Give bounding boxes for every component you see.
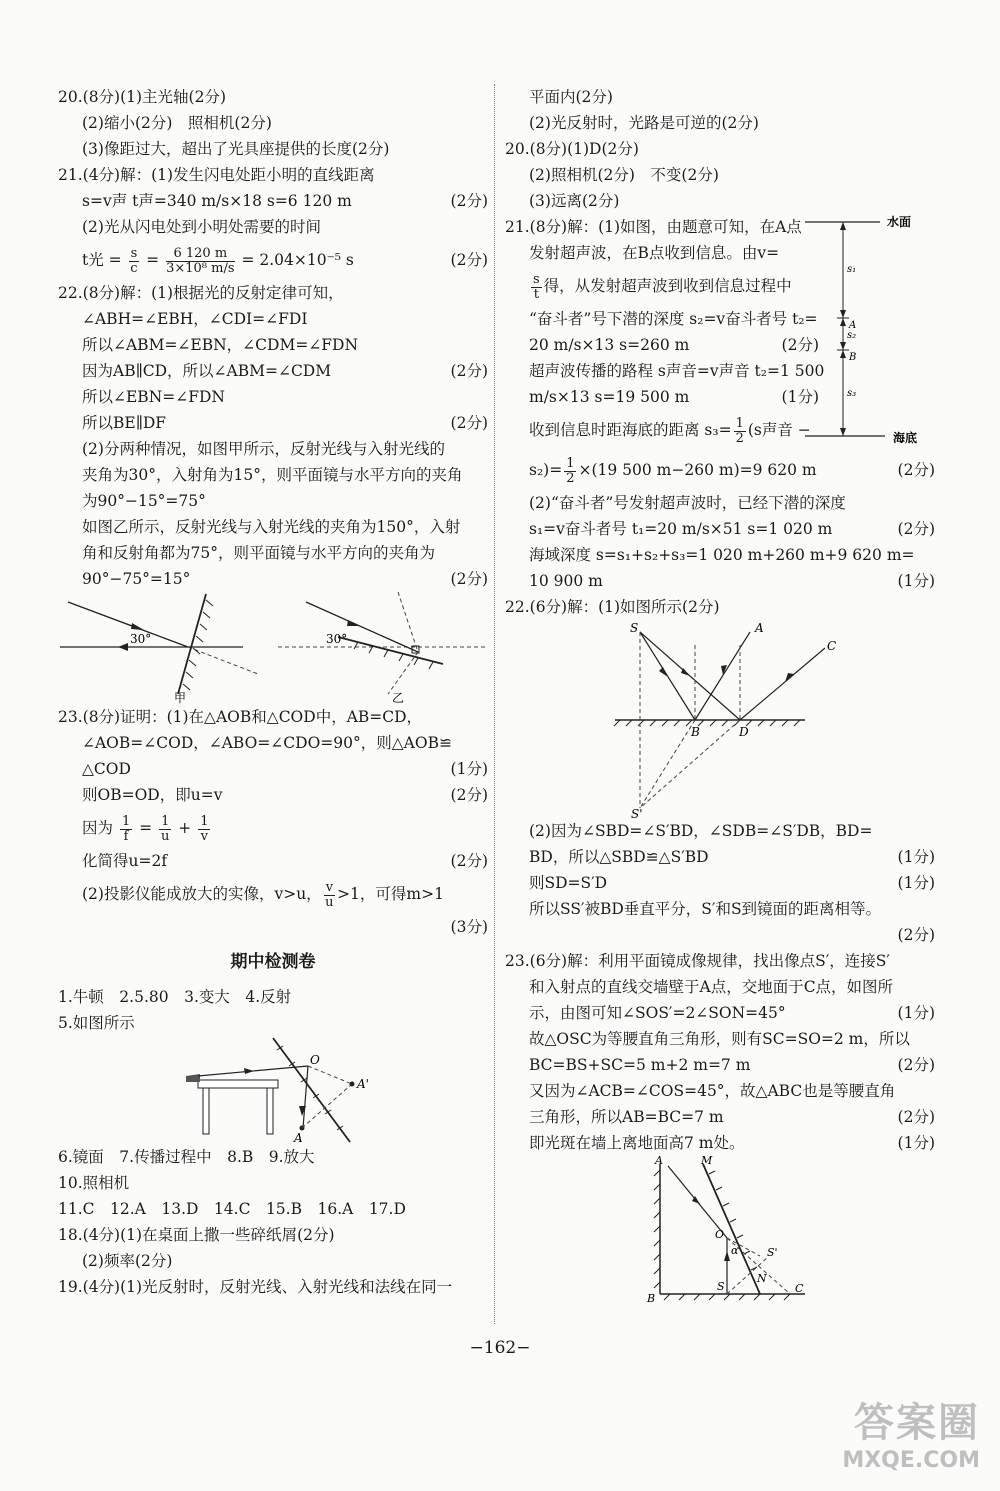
r22-l2: (2)因为∠SBD=∠S′BD，∠SDB=∠S′DB，BD= xyxy=(529,822,873,840)
label-s3: s₃ xyxy=(847,388,857,399)
q22-l11: 角和反射角都为75°，则平面镜与水平方向的夹角为 xyxy=(82,544,435,562)
label-B: B xyxy=(849,352,857,363)
r21-l10: (2)“奋斗者”号发射超声波时，已经下潜的深度 xyxy=(529,494,846,512)
q20-l1: 20.(8分)(1)主光轴(2分) xyxy=(58,88,227,106)
r23-l8: 即光斑在墙上离地面高7 m处。 (1分) xyxy=(505,1130,935,1156)
frac-1-f: $\frac{1}{f}$ xyxy=(121,813,131,844)
score: (1分) xyxy=(897,1134,935,1152)
q22-l5: 所以∠EBN=∠FDN xyxy=(82,388,225,406)
score: (1分) xyxy=(781,388,819,406)
angle-label-yi: 30° xyxy=(326,632,348,646)
figure-q5-table-mirror xyxy=(58,1036,488,1144)
q21-l1: 21.(4分)解：(1)发生闪电处距小明的直线距离 xyxy=(58,166,375,184)
q23-l7: (2)投影仪能成放大的实像，v>u， $\frac{v}{u}$ >1，可得m>1 xyxy=(82,879,444,910)
score: (2分) xyxy=(450,192,488,210)
q22-l10: 如图乙所示，反射光线与入射光线的夹角为150°，入射 xyxy=(82,518,461,536)
score: (2分) xyxy=(897,520,935,538)
label-S: S xyxy=(717,1280,725,1293)
q22-l1: 22.(8分)解：(1)根据光的反射定律可知， xyxy=(58,284,344,302)
r23-l6: 又因为∠ACB=∠COS=45°，故△ABC也是等腰直角 xyxy=(529,1082,896,1100)
watermark-url: MXQE.COM xyxy=(842,1448,980,1473)
label-yi: 乙 xyxy=(392,691,405,704)
q21-formula: s=v声 t声=340 m/s×18 s=6 120 m xyxy=(82,192,352,210)
mid-q5: 5.如图所示 xyxy=(58,1014,135,1032)
label-S-prime: S' xyxy=(767,1246,778,1259)
score: (1分) xyxy=(897,1004,935,1022)
figure-q22-reflection xyxy=(58,592,488,704)
figure-q22-mirror-image xyxy=(505,620,935,818)
r21-block xyxy=(505,214,935,490)
r23-l3: 示，由图可知∠SOS′=2∠SON=45° (1分) xyxy=(505,1000,935,1026)
score: (2分) xyxy=(450,414,488,432)
q23-l2: ∠AOB=∠COD，∠ABO=∠CDO=90°，则△AOB≌ xyxy=(82,734,452,752)
q22-l7: (2)分两种情况，如图甲所示，反射光线与入射光线的 xyxy=(82,440,445,458)
r21-l3: $\frac{s}{t}$ 得，从发射超声波到收到信息过程中 xyxy=(533,271,792,302)
mid-q6-9: 6.镜面 7.传播过程中 8.B 9.放大 xyxy=(58,1148,315,1166)
r21-l12: 海域深度 s=s₁+s₂+s₃=1 020 m+260 m+9 620 m= xyxy=(529,546,915,564)
label-A: A xyxy=(849,320,857,331)
r23-l1: 23.(6分)解：利用平面镜成像规律，找出像点S′，连接S′ xyxy=(505,952,890,970)
label-A: A xyxy=(655,1156,663,1167)
r21-l9: s₂)= $\frac{1}{2}$ ×(19 500 m−260 m)=9 620 m (2分) xyxy=(505,450,935,490)
score: (3分) xyxy=(450,918,488,936)
r22-l4: 则SD=S′D (1分) xyxy=(505,870,935,896)
score: (2分) xyxy=(781,336,819,354)
t-light-label: t光 = xyxy=(82,251,127,269)
frac-s-c: $\frac{s}{c}$ xyxy=(130,245,138,276)
label-jia: 甲 xyxy=(174,691,187,704)
q23-l5: 因为 $\frac{1}{f}$ = $\frac{1}{u}$ + $\frac{1}{v}$ xyxy=(82,813,209,844)
q23-l4: 则OB=OD，即u=v (2分) xyxy=(58,782,488,808)
score: (2分) xyxy=(897,926,935,944)
r21-l4: “奋斗者”号下潜的深度 s₂=v奋斗者号 t₂= xyxy=(529,310,818,328)
frac-v-u: $\frac{v}{u}$ xyxy=(325,879,334,910)
r22-l5: 所以SS′被BD垂直平分，S′和S到镜面的距离相等。 xyxy=(529,900,882,918)
label-N: N xyxy=(757,1272,767,1285)
figure-q23-wall-mirror xyxy=(505,1156,935,1306)
mid-q1-4: 1.牛顿 2.5.80 3.变大 4.反射 xyxy=(58,988,292,1006)
label-D: D xyxy=(739,725,749,739)
r21-l7: m/s×13 s=19 500 m (1分) xyxy=(505,384,819,410)
r22-l1: 22.(6分)解：(1)如图所示(2分) xyxy=(505,598,720,616)
q22-l9: 为90°−15°=75° xyxy=(82,492,206,510)
left-column xyxy=(58,84,488,1300)
q22-l12: 90°−75°=15° (2分) xyxy=(58,566,488,592)
label-s1: s₁ xyxy=(847,264,857,275)
frac-s-t: $\frac{s}{t}$ xyxy=(533,271,540,302)
r21-l6: 超声波传播的路程 s声音=v声音 t₂=1 500 xyxy=(529,362,825,380)
label-A-prime: A' xyxy=(357,1077,369,1091)
label-B: B xyxy=(691,725,700,739)
label-A: A xyxy=(294,1131,303,1144)
frac-half-2: $\frac{1}{2}$ xyxy=(566,455,575,486)
q22-l8: 夹角为30°，入射角为15°，则平面镜与水平方向的夹角 xyxy=(82,466,463,484)
r22-score-line xyxy=(505,922,935,948)
watermark-logo-text: 答案圈 xyxy=(854,1400,980,1446)
q23-score-line xyxy=(58,914,488,940)
label-C: C xyxy=(827,639,837,653)
r23-l5: BC=BS+SC=5 m+2 m=7 m (2分) xyxy=(505,1052,935,1078)
r20-l3: (3)远离(2分) xyxy=(529,192,620,210)
r23-l2: 和入射点的直线交墙壁于A点，交地面于C点，如图所 xyxy=(529,978,894,996)
label-B: B xyxy=(647,1292,656,1305)
q22-l6: 所以BE∥DF (2分) xyxy=(58,410,488,436)
label-S: S xyxy=(630,621,639,635)
score: (1分) xyxy=(450,760,488,778)
watermark xyxy=(842,1391,980,1473)
q21-l3: (2)光从闪电处到小明处需要的时间 xyxy=(82,218,321,236)
mid-q11-17: 11.C 12.A 13.D 14.C 15.B 16.A 17.D xyxy=(58,1200,406,1218)
r21-l1: 21.(8分)解：(1)如图，由题意可知，在A点 xyxy=(505,218,802,236)
q23-l1: 23.(8分)证明：(1)在△AOB和△COD中，AB=CD， xyxy=(58,708,423,726)
score: (2分) xyxy=(897,461,935,479)
column-divider xyxy=(494,84,495,1324)
r23-l7: 三角形，所以AB=BC=7 m (2分) xyxy=(505,1104,935,1130)
frac-1-u: $\frac{1}{u}$ xyxy=(161,813,170,844)
right-column xyxy=(505,84,935,1306)
r20-l1: 20.(8分)(1)D(2分) xyxy=(505,140,639,158)
r19-l3: (2)光反射时，光路是可逆的(2分) xyxy=(529,114,759,132)
mid-q18-l1: 18.(4分)(1)在桌面上撒一些碎纸屑(2分) xyxy=(58,1226,335,1244)
score: (1分) xyxy=(897,874,935,892)
label-seabed: 海底 xyxy=(893,431,918,445)
r21-l8: 收到信息时距海底的距离 s₃= $\frac{1}{2}$ (s声音 − xyxy=(529,415,811,446)
label-O: O xyxy=(715,1228,725,1241)
label-surface: 水面 xyxy=(887,215,912,229)
q23-l6: 化简得u=2f (2分) xyxy=(58,848,488,874)
q22-l2: ∠ABH=∠EBH，∠CDI=∠FDI xyxy=(82,310,308,328)
frac-half: $\frac{1}{2}$ xyxy=(735,415,744,446)
label-C: C xyxy=(795,1282,804,1295)
r19-l2: 平面内(2分) xyxy=(529,88,613,106)
label-A: A xyxy=(755,621,764,635)
score: (2分) xyxy=(450,251,488,269)
score: (2分) xyxy=(897,1056,935,1074)
r21-l11: s₁=v奋斗者号 t₁=20 m/s×51 s=1 020 m (2分) xyxy=(505,516,935,542)
q22-l3: 所以∠ABM=∠EBN，∠CDM=∠FDN xyxy=(82,336,359,354)
r21-l5: 20 m/s×13 s=260 m (2分) xyxy=(505,332,819,358)
score: (2分) xyxy=(450,852,488,870)
r22-l3: BD，所以△SBD≌△S′BD (1分) xyxy=(505,844,935,870)
mid-q10: 10.照相机 xyxy=(58,1174,130,1192)
label-M: M xyxy=(701,1156,713,1167)
label-alpha: α xyxy=(731,1244,739,1257)
q20-l2: (2)缩小(2分) 照相机(2分) xyxy=(82,114,272,132)
r21-l13: 10 900 m (1分) xyxy=(505,568,935,594)
r23-l4: 故△OSC为等腰直角三角形，则有SC=SO=2 m，所以 xyxy=(529,1030,910,1048)
r20-l2: (2)照相机(2分) 不变(2分) xyxy=(529,166,719,184)
q20-l3: (3)像距过大，超出了光具座提供的长度(2分) xyxy=(82,140,390,158)
mid-q18-l2: (2)频率(2分) xyxy=(82,1252,173,1270)
mid-q19-l1: 19.(4分)(1)光反射时，反射光线、入射光线和法线在同一 xyxy=(58,1278,453,1296)
score: (2分) xyxy=(450,786,488,804)
frac-distance-speed: $\frac{6 120 m}{\text{3×10⁸ m/s}}$ xyxy=(166,245,235,276)
q21-l4: t光 = $\frac{s}{c}$ = $\frac{6 120 m}{\text{3×10⁸ m/s}}$ = 2.04×10⁻⁵ s (2分) xyxy=(58,240,488,280)
q22-l4: 因为AB∥CD，所以∠ABM=∠CDM (2分) xyxy=(58,358,488,384)
label-s2: s₂ xyxy=(847,330,857,341)
q21-l2 xyxy=(58,188,488,214)
score: (2分) xyxy=(450,362,488,380)
t-result: = 2.04×10⁻⁵ s xyxy=(236,251,354,269)
r21-l2: 发射超声波，在B点收到信息。由v= xyxy=(529,244,780,262)
label-S-prime: S' xyxy=(631,807,643,818)
page-number: −162− xyxy=(469,1338,531,1358)
score: (1分) xyxy=(897,572,935,590)
label-O: O xyxy=(310,1053,320,1067)
angle-label-jia: 30° xyxy=(130,632,152,646)
score: (2分) xyxy=(450,570,488,588)
frac-1-v: $\frac{1}{v}$ xyxy=(200,813,209,844)
q23-l3: △COD (1分) xyxy=(58,756,488,782)
section-title: 期中检测卷 xyxy=(230,952,316,972)
score: (1分) xyxy=(897,848,935,866)
score: (2分) xyxy=(897,1108,935,1126)
